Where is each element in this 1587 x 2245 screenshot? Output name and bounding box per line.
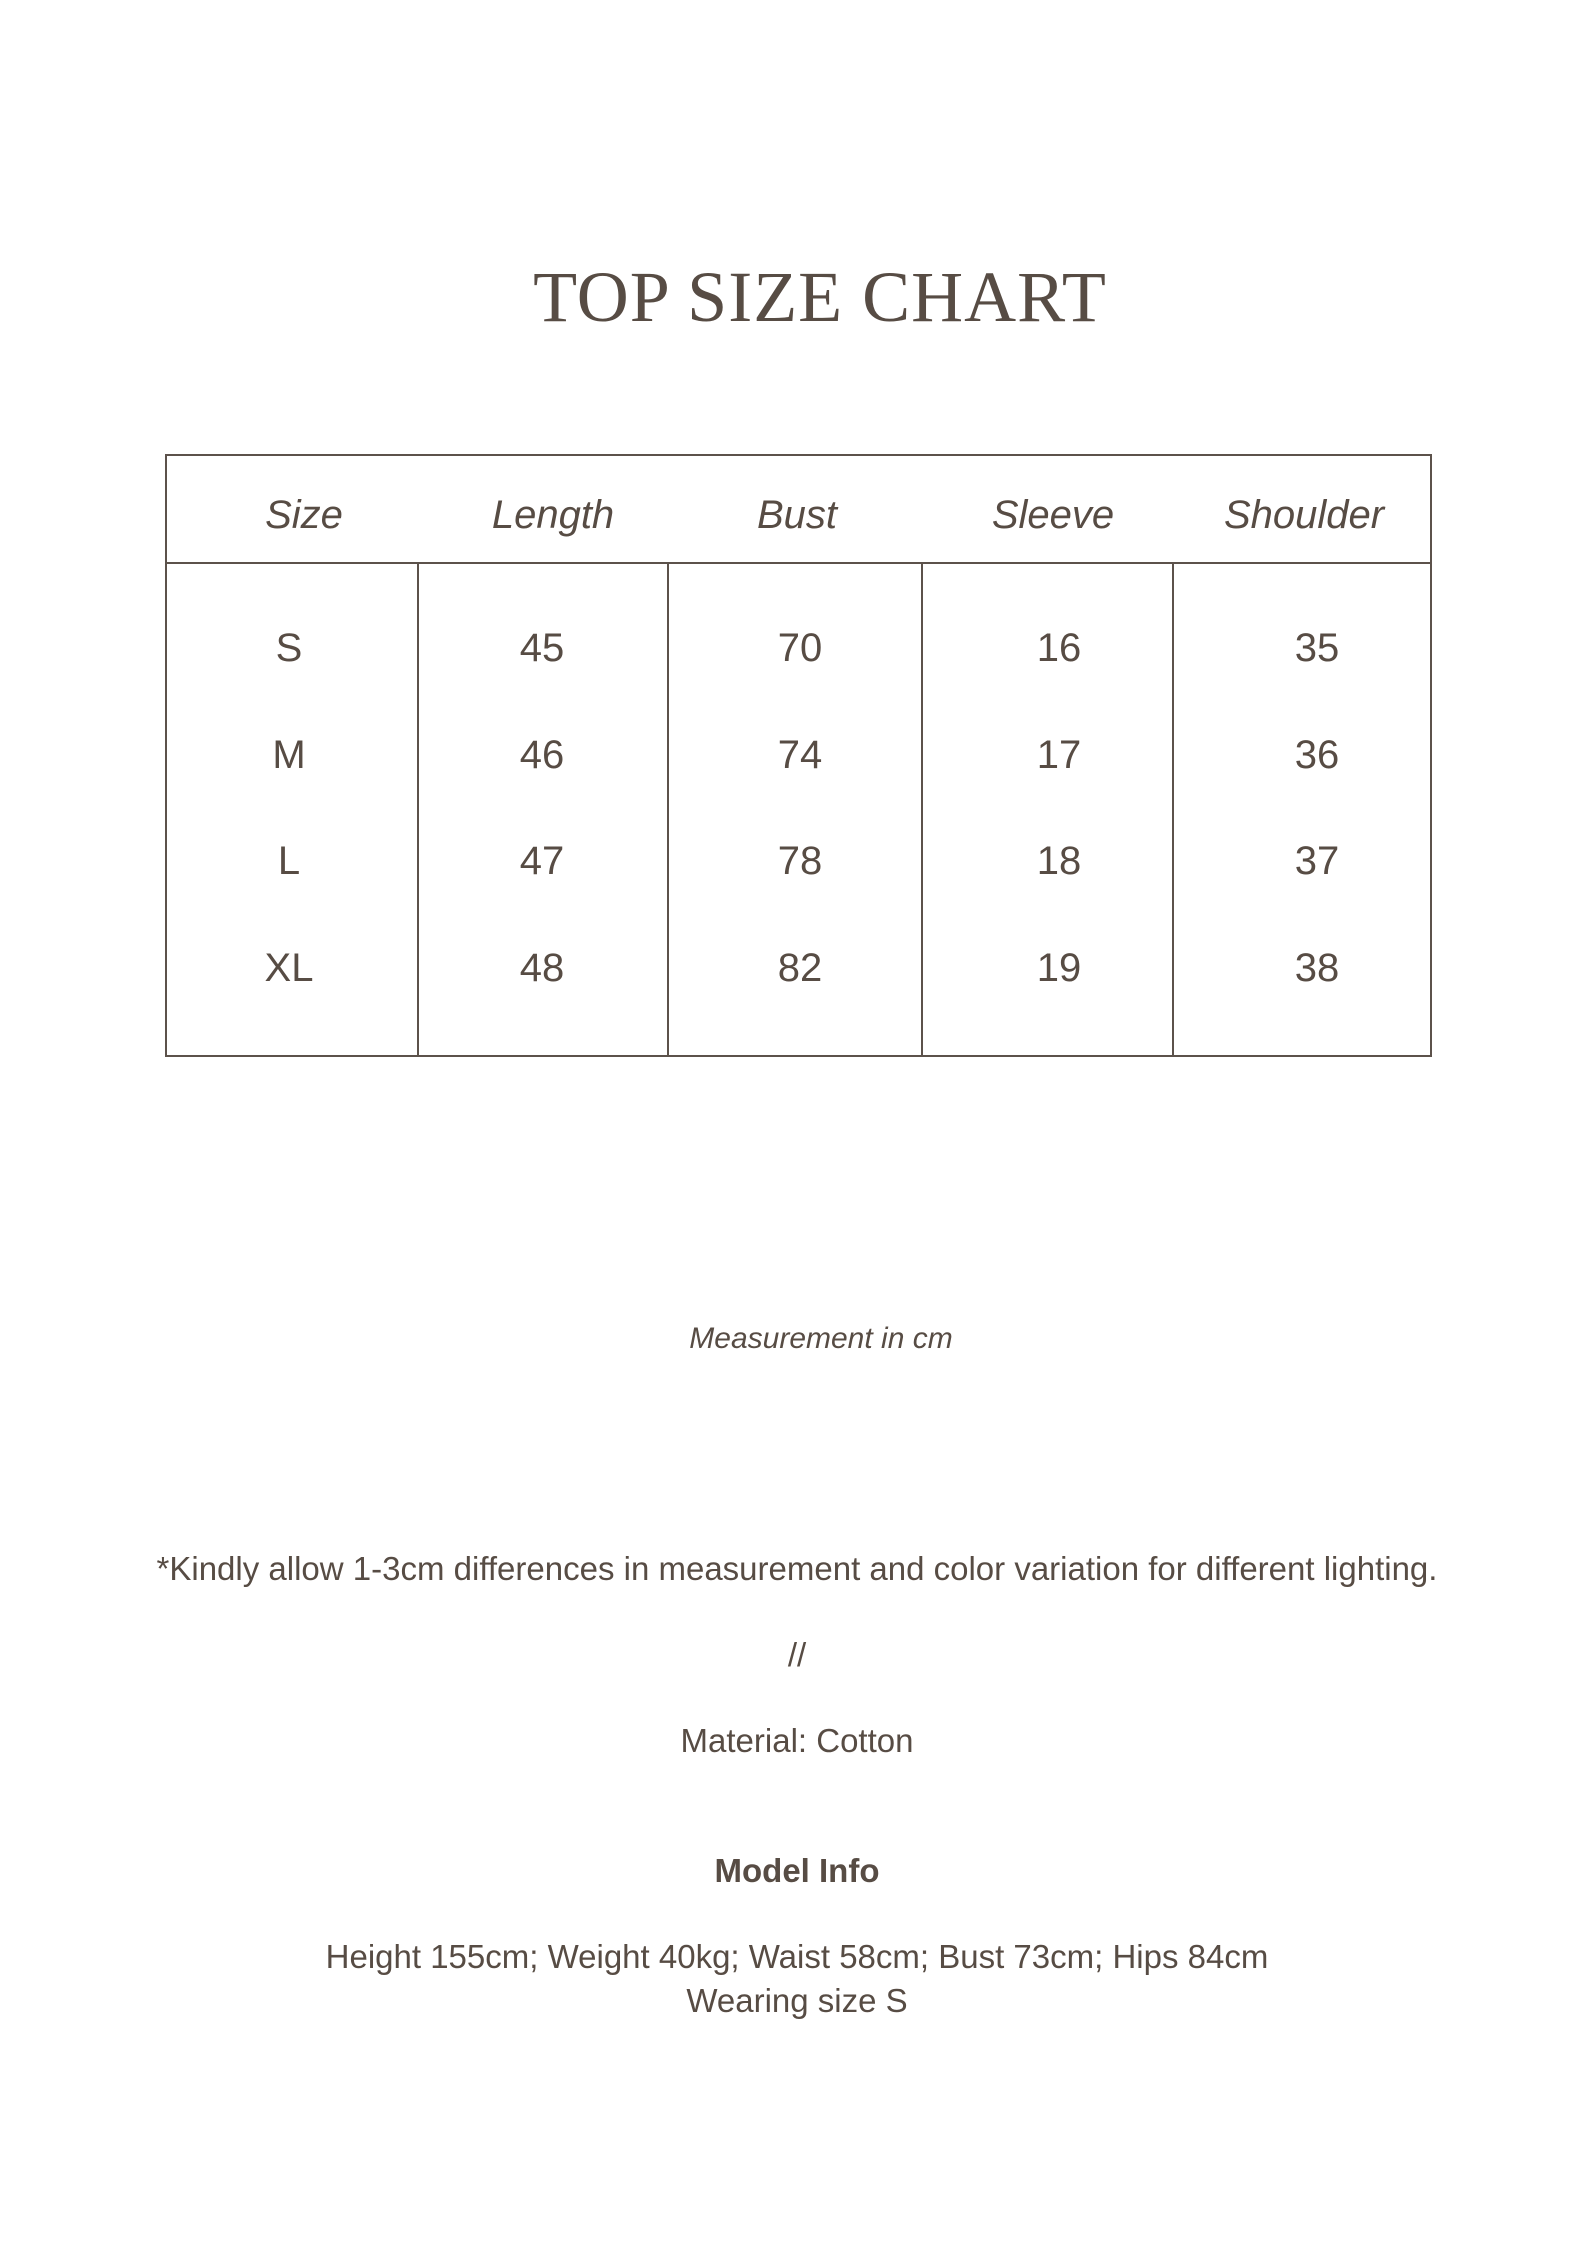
table-cell-bust: 74 <box>777 733 823 777</box>
material-info: Material: Cotton <box>680 1722 914 1759</box>
section-separator: // <box>787 1636 807 1673</box>
column-divider <box>667 564 669 1055</box>
table-header-row <box>167 456 1430 564</box>
size-chart-table <box>165 454 1432 1057</box>
table-cell-shoulder: 37 <box>1294 839 1340 883</box>
table-cell-shoulder: 36 <box>1294 733 1340 777</box>
model-info-heading: Model Info <box>714 1852 880 1889</box>
column-divider <box>1172 564 1174 1055</box>
table-cell-size: S <box>275 626 303 670</box>
table-cell-bust: 82 <box>777 946 823 990</box>
table-cell-sleeve: 16 <box>1036 626 1082 670</box>
table-cell-sleeve: 17 <box>1036 733 1082 777</box>
table-cell-length: 47 <box>519 839 565 883</box>
model-measurements: Height 155cm; Weight 40kg; Waist 58cm; Bust 73cm; Hips 84cm <box>325 1938 1269 1975</box>
table-cell-size: XL <box>264 946 314 990</box>
model-wearing-size: Wearing size S <box>686 1982 908 2019</box>
column-header-sleeve: Sleeve <box>991 493 1115 537</box>
table-cell-shoulder: 38 <box>1294 946 1340 990</box>
table-cell-shoulder: 35 <box>1294 626 1340 670</box>
column-divider <box>417 564 419 1055</box>
table-cell-length: 46 <box>519 733 565 777</box>
table-cell-size: M <box>272 733 306 777</box>
column-header-size: Size <box>265 493 343 537</box>
table-cell-length: 48 <box>519 946 565 990</box>
table-cell-sleeve: 18 <box>1036 839 1082 883</box>
measurement-disclaimer: *Kindly allow 1-3cm differences in measurement and color variation for different lighting. <box>156 1550 1438 1587</box>
table-cell-length: 45 <box>519 626 565 670</box>
column-header-length: Length <box>491 493 615 537</box>
table-cell-sleeve: 19 <box>1036 946 1082 990</box>
column-header-shoulder: Shoulder <box>1223 493 1385 537</box>
table-cell-size: L <box>277 839 301 883</box>
table-cell-bust: 78 <box>777 839 823 883</box>
column-header-bust: Bust <box>756 493 838 537</box>
page-title: TOP SIZE CHART <box>533 257 1107 337</box>
column-divider <box>921 564 923 1055</box>
table-cell-bust: 70 <box>777 626 823 670</box>
measurement-unit-note: Measurement in cm <box>689 1322 953 1355</box>
